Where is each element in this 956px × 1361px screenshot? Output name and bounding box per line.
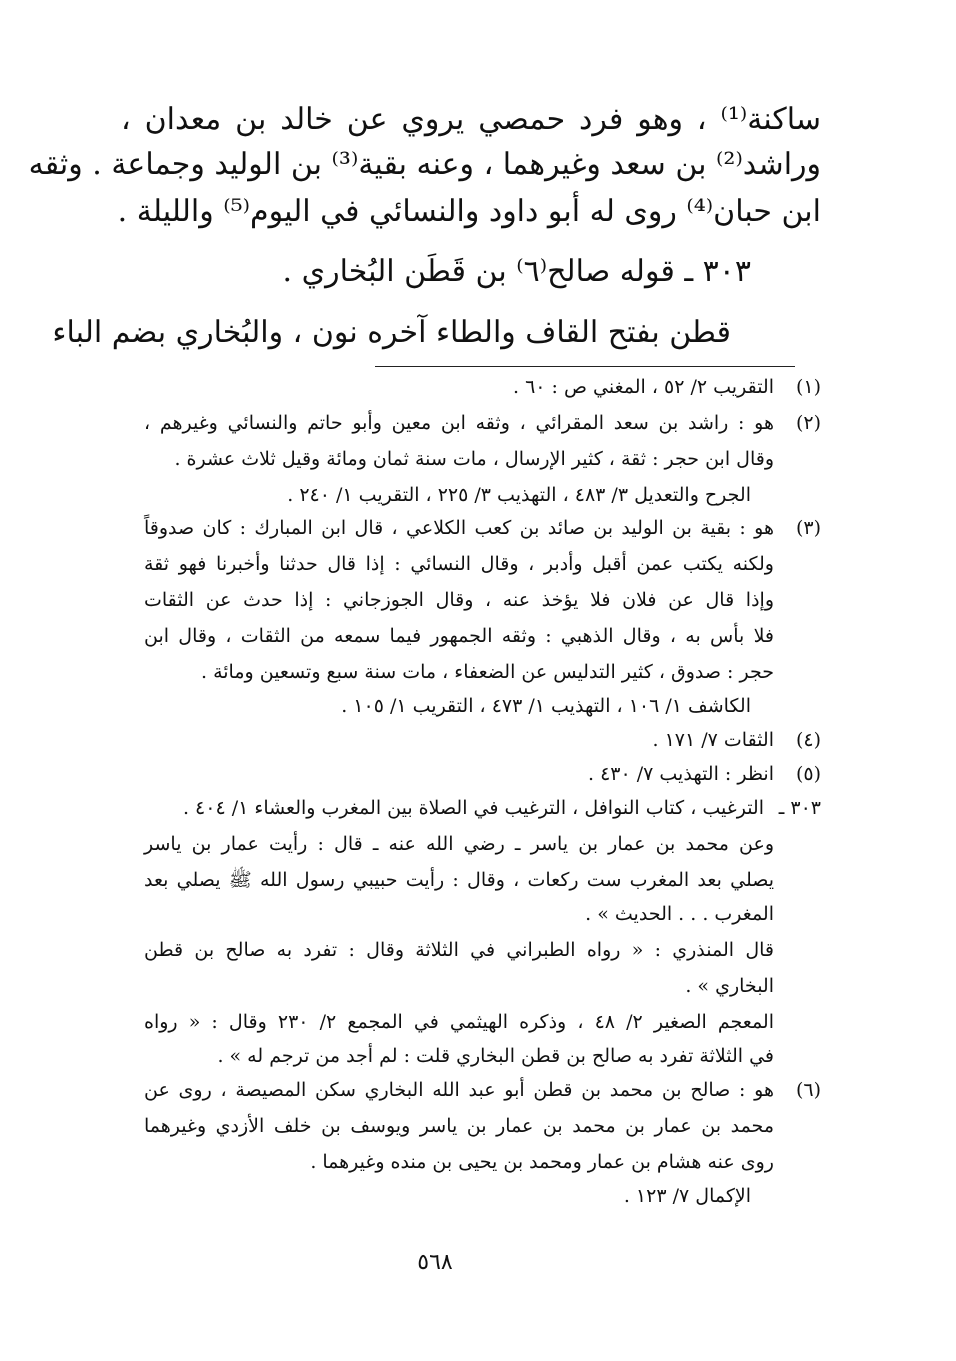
footnote-line: البخاري » . <box>685 975 774 997</box>
footnote-line: وقال ابن حجر : ثقة ، كثير الإرسال ، مات سنة ثمان ومائة وقيل ثلاث عشرة . <box>174 448 774 470</box>
footnote-line: فلا بأس به ، وقال الذهبي : وثقه الجمهور فيما سمعه من الثقات ، وقال ابن <box>144 625 774 647</box>
footnote-number: ٣٠٣ ـ <box>778 797 821 819</box>
footnote-line: حجر : صدوق ، كثير التدليس عن الضعفاء ، مات سنة سبع وتسعين ومائة . <box>201 661 774 683</box>
footnote-line: الجرح والتعديل ٣/ ٤٨٣ ، التهذيب ٣/ ٢٢٥ ، التقريب ١/ ٢٤٠ . <box>287 484 751 506</box>
footnote-line: المعجم الصغير ٢/ ٤٨ ، وذكره الهيثمي في المجمع ٢/ ٢٣٠ وقال : « رواه <box>144 1011 774 1033</box>
main-text-line: وراشد⁽²⁾ بن سعد وغيرهما ، وعنه بقية⁽³⁾ بن الوليد وجماعة . وثقه <box>28 147 821 182</box>
footnote-divider <box>375 366 795 367</box>
footnote-line: محمد بن عمار بن محمد بن عمار بن ياسر ويوسف بن خلف الأزدي وغيرهما <box>144 1115 774 1137</box>
footnote-line: الإكمال ٧/ ١٢٣ . <box>623 1185 751 1207</box>
main-text-line: ساكنة⁽¹⁾ ، وهو فرد حمصي يروي عن خالد بن معدان ، <box>121 102 821 137</box>
footnote-line: هو : بقية بن الوليد بن صائد بن كعب الكلاعي ، قال ابن المبارك : كان صدوقاً <box>144 517 774 539</box>
footnote-line: الكاشف ١/ ١٠٦ ، التهذيب ١/ ٤٧٣ ، التقريب ١/ ١٠٥ . <box>341 695 751 717</box>
footnote-number: (٦) <box>795 1079 821 1101</box>
footnote-number: (٤) <box>795 729 821 751</box>
footnote-number: (١) <box>795 376 821 398</box>
footnote-line: في الثلاثة تفرد به صالح بن قطن البخاري قلت : لم أجد من ترجم له » . <box>217 1045 774 1067</box>
footnote-line: قال المنذري : « رواه الطبراني في الثلاثة وقال : تفرد به صالح بن قطن <box>144 939 774 961</box>
footnote-line: يصلي بعد المغرب ست ركعات ، وقال : رأيت حبيبي رسول الله ﷺ يصلي بعد <box>144 869 774 891</box>
main-text-line: قطن بفتح القاف والطاء آخره نون ، والبُخاري بضم الباء <box>52 315 731 350</box>
footnote-number: (٥) <box>795 763 821 785</box>
footnote-number: (٢) <box>795 412 821 434</box>
entry-heading: ٣٠٣ ـ قوله صالح⁽٦⁾ بن قَطَن البُخاري . <box>282 254 751 289</box>
footnote-line: وعن محمد بن عمار بن ياسر ـ رضي الله عنه ـ قال : رأيت عمار بن ياسر <box>144 833 774 855</box>
footnote-line: ولكنه يكتب عمن أقبل وأدبر ، وقال النسائي : إذا قال حدثنا وأخبرنا فهو ثقة <box>144 553 774 575</box>
footnote-line: المغرب . . . الحديث » . <box>585 903 774 925</box>
footnote-line: وإذا قال عن فلان فلا يؤخذ عنه ، وقال الجوزجاني : إذا حدث عن الثقات <box>144 589 774 611</box>
footnote-number: (٣) <box>795 517 821 539</box>
footnote-line: التقريب ٢/ ٥٢ ، المغني ص : ٦٠ . <box>513 376 774 398</box>
footnote-line: هو : راشد بن سعد المقرائي ، وثقه ابن معين وأبو حاتم والنسائي وغيرهم ، <box>144 412 774 434</box>
footnote-line: الترغيب ، كتاب النوافل ، الترغيب في الصلاة بين المغرب والعشاء ١/ ٤٠٤ . <box>182 797 764 819</box>
footnote-line: انظر : التهذيب ٧/ ٤٣٠ . <box>587 763 774 785</box>
main-text-line: ابن حبان⁽⁴⁾ روى له أبو داود والنسائي في اليوم⁽⁵⁾ والليلة . <box>117 194 821 229</box>
footnote-line: هو : صالح بن محمد بن قطن أبو عبد الله البخاري سكن المصيصة ، روى عن <box>144 1079 774 1101</box>
page-number: ٥٦٨ <box>417 1250 453 1275</box>
footnote-line: الثقات ٧/ ١٧١ . <box>652 729 774 751</box>
footnote-line: روى عنه هشام بن عمار ومحمد بن يحيى بن منده وغيرهما . <box>310 1151 774 1173</box>
